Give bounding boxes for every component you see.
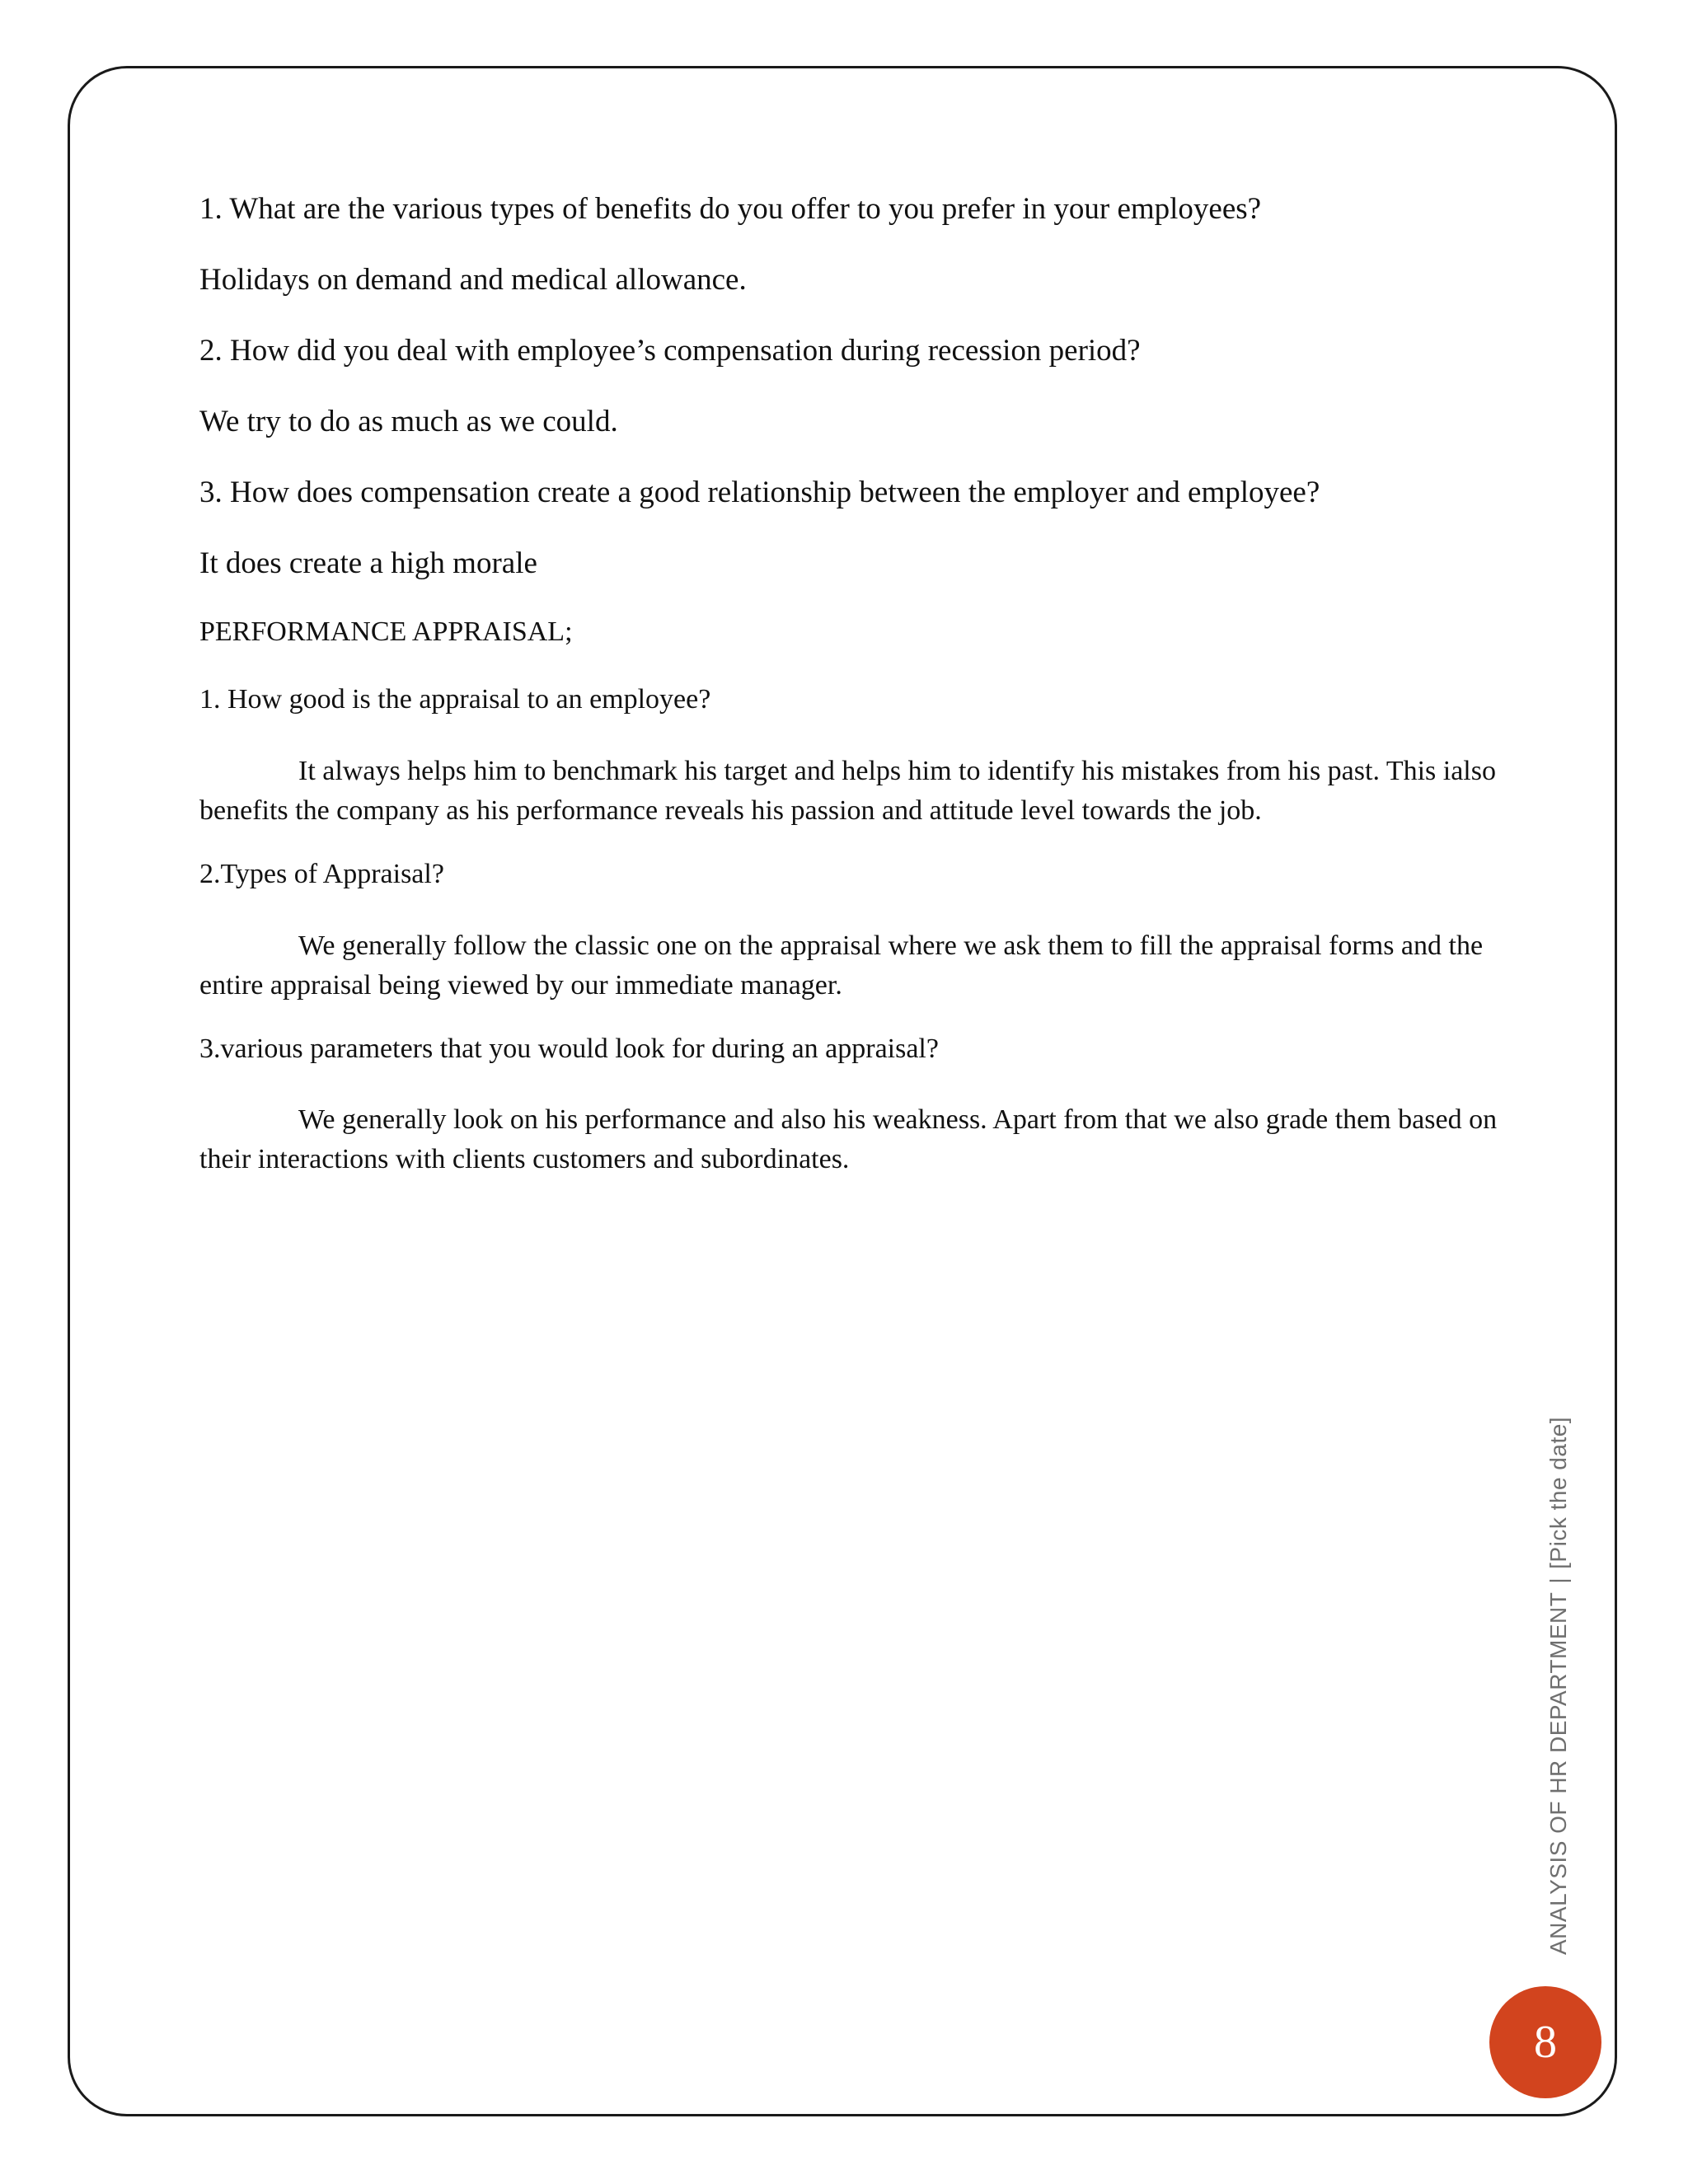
footer-separator: |: [1545, 1577, 1571, 1584]
page-number: 8: [1534, 2017, 1557, 2068]
page-border: [68, 66, 1617, 2116]
appraisal-answer-3: We generally look on his performance and also his weakness. Apart from that we also grade them based on their interactions with clients customers and subordinates.: [199, 1104, 1498, 1174]
appraisal-answer-1: It always helps him to benchmark his target and helps him to identify his mistakes from his past. This ialso benefits the company as his performance reveals his passion and attitude level towards the job.: [199, 756, 1496, 826]
answer-2: We try to do as much as we could.: [199, 405, 618, 438]
date-placeholder: [Pick the date]: [1545, 1416, 1571, 1569]
answer-3: It does create a high morale: [199, 546, 537, 580]
appraisal-question-1: 1. How good is the appraisal to an employee?: [199, 684, 711, 715]
question-3: 3. How does compensation create a good relationship between the employer and employee?: [199, 476, 1320, 509]
answer-1: Holidays on demand and medical allowance.: [199, 263, 747, 297]
document-title: ANALYSIS OF HR DEPARTMENT: [1545, 1591, 1571, 1955]
question-2: 2. How did you deal with employee’s compensation during recession period?: [199, 334, 1141, 368]
appraisal-question-2: 2.Types of Appraisal?: [199, 859, 444, 889]
question-1: 1. What are the various types of benefits do you offer to you prefer in your employees?: [199, 192, 1262, 226]
section-heading: PERFORMANCE APPRAISAL;: [199, 616, 573, 647]
side-footer-label: [1545, 1417, 1572, 1955]
appraisal-answer-2: We generally follow the classic one on the appraisal where we ask them to fill the appraisal forms and the entire appraisal being viewed by our immediate manager.: [199, 930, 1484, 1001]
page-number-badge: [1489, 1986, 1601, 2098]
appraisal-question-3: 3.various parameters that you would look for during an appraisal?: [199, 1033, 939, 1064]
